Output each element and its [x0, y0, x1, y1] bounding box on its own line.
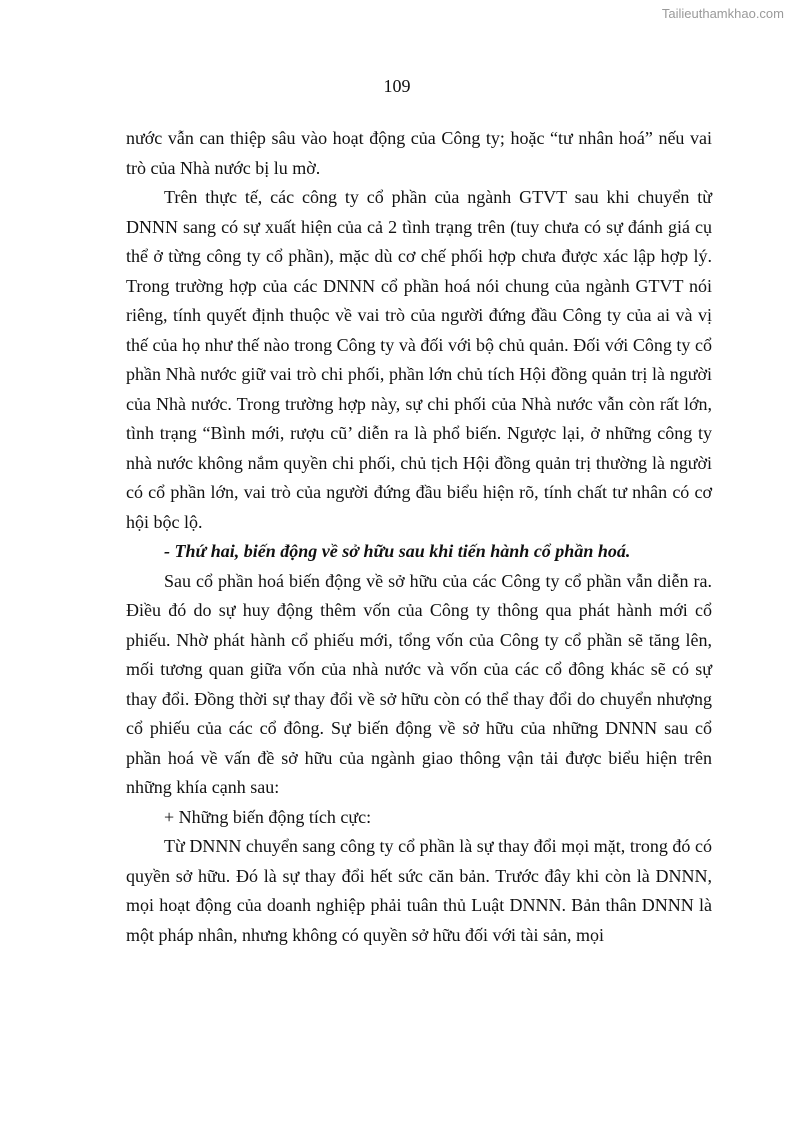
section-heading: - Thứ hai, biến động về sở hữu sau khi tiến hành cổ phần hoá.: [164, 541, 631, 561]
paragraph-continuation: nước vẫn can thiệp sâu vào hoạt động của Công ty; hoặc “tư nhân hoá” nếu vai trò của Nhà nước bị lu mờ.: [126, 128, 712, 178]
paragraph: Sau cổ phần hoá biến động về sở hữu của các Công ty cổ phần vẫn diễn ra. Điều đó do sự huy động thêm vốn của Công ty thông qua phát hành mới cổ phiếu. Nhờ phát hành cổ phiếu mới, tổng vốn của Công ty cổ phần sẽ tăng lên, mối tương quan giữa vốn của nhà nước và vốn của các cổ đông khác sẽ có sự thay đổi. Đồng thời sự thay đổi về sở hữu còn có thể thay đổi do chuyển nhượng cổ phiếu của các cổ đông. Sự biến động về sở hữu của những DNNN sau cổ phần hoá về vấn đề sở hữu của ngành giao thông vận tải được biểu hiện trên những khía cạnh sau:: [126, 570, 712, 797]
document-body: [126, 124, 712, 950]
paragraph: Trên thực tế, các công ty cổ phần của ngành GTVT sau khi chuyển từ DNNN sang có sự xuất hiện của cả 2 tình trạng trên (tuy chưa có sự đánh giá cụ thể ở từng công ty cổ phần), mặc dù cơ chế phối hợp chưa được xác lập hợp lý. Trong trường hợp của các DNNN cổ phần hoá nói chung của ngành GTVT nói riêng, tính quyết định thuộc về vai trò của người đứng đầu Công ty của ai và vị thế của họ như thế nào trong Công ty và đối với bộ chủ quản. Đối với Công ty cổ phần Nhà nước giữ vai trò chi phối, phần lớn chủ tích Hội đồng quản trị là người của Nhà nước. Trong trường hợp này, sự chi phối của Nhà nước vẫn còn rất lớn, tình trạng “Bình mới, rượu cũ’ diễn ra là phổ biến. Ngược lại, ở những công ty nhà nước không nắm quyền chi phối, chủ tịch Hội đồng quản trị thường là người có cổ phần lớn, vai trò của người đứng đầu biểu hiện rõ, tính chất tư nhân có cơ hội bộc lộ.: [126, 187, 712, 532]
watermark: Tailieuthamkhao.com: [661, 6, 784, 21]
page-number: 109: [383, 76, 411, 96]
paragraph: Từ DNNN chuyển sang công ty cổ phần là sự thay đổi mọi mặt, trong đó có quyền sở hữu. Đó là sự thay đổi hết sức căn bản. Trước đây khi còn là DNNN, mọi hoạt động của doanh nghiệp phải tuân thủ Luật DNNN. Bản thân DNNN là một pháp nhân, nhưng không có quyền sở hữu đối với tài sản, mọi: [126, 836, 712, 945]
list-item: + Những biến động tích cực:: [164, 806, 372, 827]
